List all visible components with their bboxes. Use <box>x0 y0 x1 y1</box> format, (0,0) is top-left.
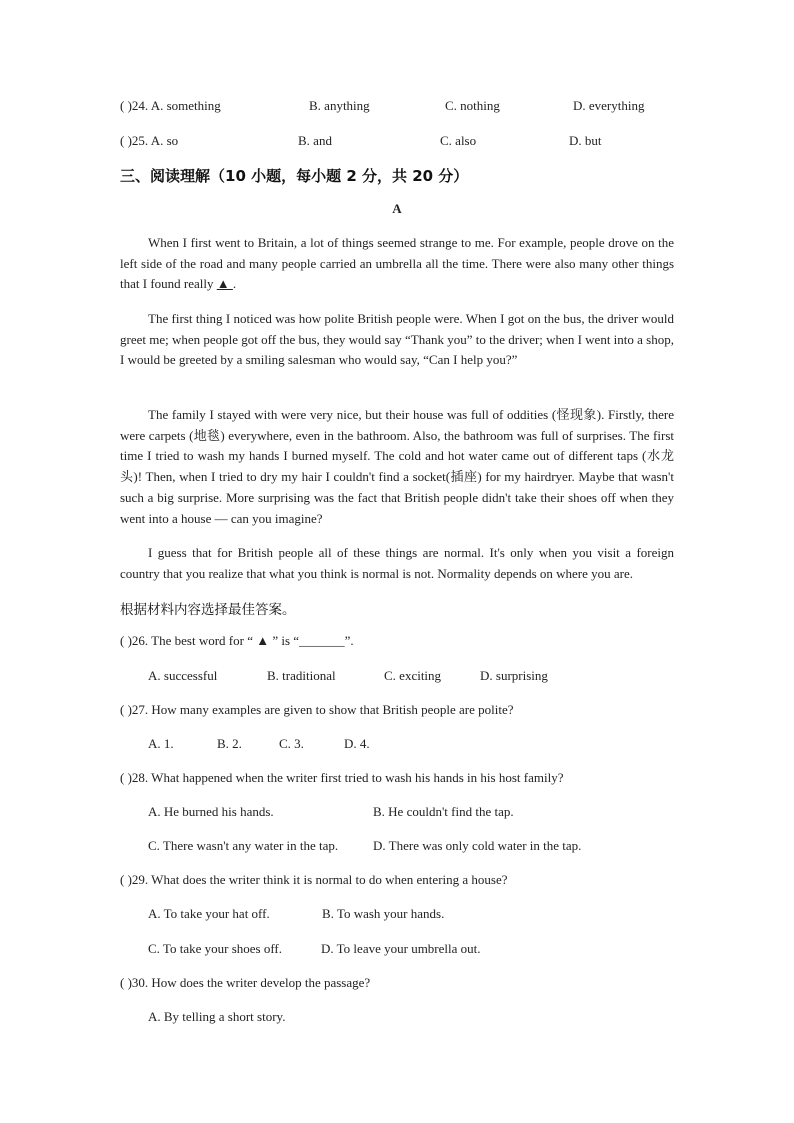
question-27-option-c: C. 3. <box>279 736 304 751</box>
question-26-stem-end: ”. <box>344 633 354 648</box>
question-24-option-d: D. everything <box>573 98 645 113</box>
question-29-stem: ( )29. What does the writer think it is normal to do when entering a house? <box>120 872 508 887</box>
question-27-option-b: B. 2. <box>217 736 242 751</box>
question-28-stem: ( )28. What happened when the writer first tried to wash his hands in his host family? <box>120 770 564 785</box>
passage-paragraph-3: The family I stayed with were very nice, but their house was full of oddities (怪现象). Firstly, there were carpets (地毯) everywhere, even in the bathroom. Also, the bathroom was full of surprises. The first time I tried to wash my hands I burned myself. The cold and hot water came out of different taps (水龙头)! Then, when I tried to dry my hair I couldn't find a socket(插座) for my hairdryer. Maybe that wasn't such a big surprise. More surprising was the fact that British people didn't take their shoes off when they went into a house — can you imagine? <box>120 407 674 526</box>
question-24-option-b: B. anything <box>309 98 370 113</box>
question-24 <box>0 97 794 115</box>
paragraph-1-end: . <box>232 276 237 292</box>
passage-paragraph-4: I guess that for British people all of these things are normal. It's only when you visit a foreign country that you realize that what you think is normal is not. Normality depends on where you are. <box>120 545 674 581</box>
paragraph-1-text: When I first went to Britain, a lot of things seemed strange to me. For example, people drove on the left side of the road and many people carried an umbrella all the time. There were also many other things that I found really <box>120 235 674 292</box>
question-28-option-b: B. He couldn't find the tap. <box>373 804 514 819</box>
question-26-option-c: C. exciting <box>384 668 442 683</box>
question-26-option-d: D. surprising <box>480 668 548 683</box>
question-24-option-a: ( )24. A. something <box>120 98 221 113</box>
question-30-option-a: A. By telling a short story. <box>148 1009 286 1024</box>
question-29-option-c: C. To take your shoes off. <box>148 941 283 956</box>
section-title: 三、阅读理解（10 小题，每小题 2 分，共 20 分） <box>120 167 469 185</box>
question-28-option-a: A. He burned his hands. <box>148 804 274 819</box>
question-29-option-a: A. To take your hat off. <box>148 906 270 921</box>
question-25-option-a: ( )25. A. so <box>120 133 179 148</box>
question-28-option-d: D. There was only cold water in the tap. <box>373 838 582 853</box>
question-24-option-c: C. nothing <box>445 98 500 113</box>
question-27-option-d: D. 4. <box>344 736 370 751</box>
question-26-option-b: B. traditional <box>267 668 336 683</box>
instruction-text: 根据材料内容选择最佳答案。 <box>120 602 296 618</box>
passage-label: A <box>392 201 402 216</box>
question-25-option-b: B. and <box>298 133 332 148</box>
question-26-stem-text: ( )26. The best word for “ ▲ ” is “ <box>120 633 300 648</box>
question-28-option-c: C. There wasn't any water in the tap. <box>148 838 339 853</box>
passage-paragraph-1 <box>120 233 674 295</box>
question-27-stem: ( )27. How many examples are given to show that British people are polite? <box>120 702 514 717</box>
question-26-stem <box>120 633 354 649</box>
paragraph-1-blank: ▲ <box>216 276 233 292</box>
question-26-blank: _______ <box>299 633 345 648</box>
question-29-option-d: D. To leave your umbrella out. <box>321 941 481 956</box>
question-25 <box>0 132 794 150</box>
question-26-option-a: A. successful <box>148 668 218 683</box>
passage-paragraph-2: The first thing I noticed was how polite British people were. When I got on the bus, the driver would greet me; when people got off the bus, they would say “Thank you” to the driver; when I went into a shop, I would be greeted by a smiling salesman who would say, “Can I help you?” <box>120 311 674 368</box>
question-25-option-c: C. also <box>440 133 477 148</box>
question-29-option-b: B. To wash your hands. <box>322 906 445 921</box>
question-25-option-d: D. but <box>569 133 602 148</box>
question-27-option-a: A. 1. <box>148 736 174 751</box>
question-30-stem: ( )30. How does the writer develop the passage? <box>120 975 371 990</box>
